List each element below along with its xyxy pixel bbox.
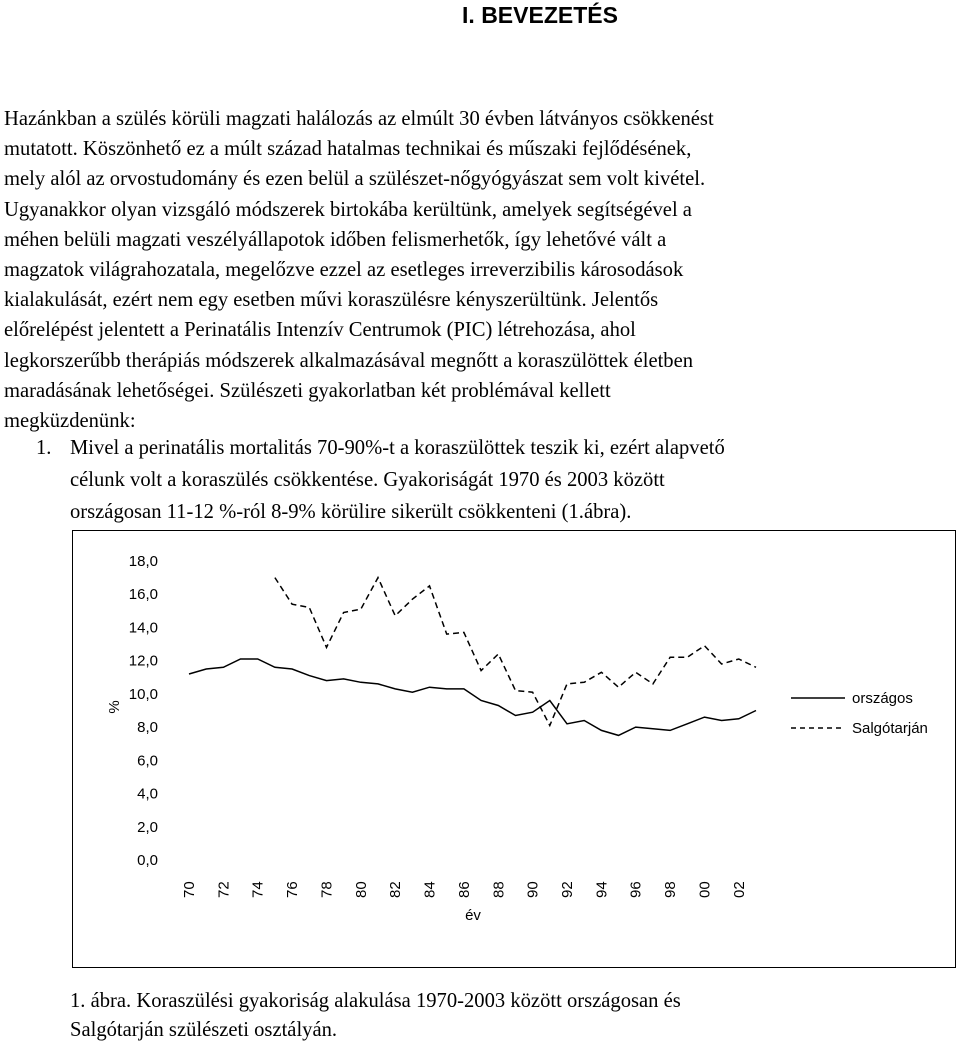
list-item-line: célunk volt a koraszülés csökkentése. Gyakoriságát 1970 és 2003 között bbox=[70, 469, 665, 491]
paragraph-line: Ugyanakkor olyan vizsgáló módszerek birtokába kerültünk, amelyek segítségével a bbox=[4, 198, 692, 221]
y-tick-label: 2,0 bbox=[137, 818, 158, 836]
y-tick-label: 10,0 bbox=[128, 685, 158, 703]
y-tick-label: 0,0 bbox=[137, 852, 158, 869]
intro-paragraph bbox=[4, 104, 934, 436]
x-tick-label: 70 bbox=[181, 881, 198, 898]
y-tick-label: 16,0 bbox=[128, 586, 158, 604]
paragraph-line: mutatott. Köszönhető ez a múlt század hatalmas technikai és műszaki fejlődésének, bbox=[4, 138, 692, 161]
x-tick-label: 00 bbox=[696, 881, 714, 898]
section-heading: I. BEVEZETÉS bbox=[462, 2, 618, 28]
x-tick-label: 94 bbox=[593, 881, 611, 898]
paragraph-line: kialakulását, ezért nem egy esetben művi koraszülésre kényszerültünk. Jelentős bbox=[4, 289, 659, 312]
figure-caption bbox=[70, 987, 950, 1045]
series-line-0 bbox=[189, 659, 756, 735]
y-tick-label: 18,0 bbox=[128, 553, 158, 570]
y-tick-label: 14,0 bbox=[128, 619, 158, 637]
x-tick-label: 90 bbox=[524, 881, 542, 898]
x-tick-label: 80 bbox=[352, 881, 370, 898]
line-chart bbox=[73, 531, 957, 969]
x-tick-label: 98 bbox=[662, 881, 680, 898]
paragraph-line: maradásának lehetőségei. Szülészeti gyakorlatban két problémával kellett bbox=[4, 379, 611, 402]
x-tick-label: 76 bbox=[284, 881, 302, 898]
paragraph-line: méhen belüli magzati veszélyállapotok időben felismerhetők, így lehetővé vált a bbox=[4, 228, 667, 251]
paragraph-line: előrelépést jelentett a Perinatális Intenzív Centrumok (PIC) létrehozása, ahol bbox=[4, 319, 636, 342]
y-tick-label: 6,0 bbox=[137, 752, 158, 770]
x-tick-label: 96 bbox=[627, 881, 645, 898]
paragraph-line: mely alól az orvostudomány és ezen belül a szülészet-nőgyógyászat sem volt kivétel. bbox=[4, 168, 706, 191]
series-line-1 bbox=[275, 578, 756, 726]
x-tick-label: 84 bbox=[421, 881, 439, 898]
y-tick-label: 8,0 bbox=[137, 719, 158, 737]
paragraph-line: legkorszerűbb therápiás módszerek alkalmazásával megnőtt a koraszülöttek életben bbox=[4, 349, 694, 372]
list-item-line: Mivel a perinatális mortalitás 70-90%-t a koraszülöttek teszik ki, ezért alapvető bbox=[70, 437, 725, 459]
x-tick-label: 02 bbox=[730, 881, 748, 898]
list-item-line: országosan 11-12 %-ról 8-9% körülire sikerült csökkenteni (1.ábra). bbox=[70, 501, 632, 523]
x-tick-label: 78 bbox=[318, 881, 336, 898]
x-tick-label: 74 bbox=[249, 881, 267, 898]
paragraph-line: Hazánkban a szülés körüli magzati halálozás az elmúlt 30 évben látványos csökkenést bbox=[4, 108, 714, 130]
figure-frame bbox=[72, 530, 956, 968]
x-tick-label: 88 bbox=[490, 881, 508, 898]
x-axis-label: év bbox=[465, 907, 481, 924]
numbered-list-item bbox=[36, 432, 936, 528]
paragraph-line: magzatok világrahozatala, megelőzve ezzel az esetleges irreverzibilis károsodások bbox=[4, 259, 684, 282]
legend-label: országos bbox=[852, 690, 913, 707]
y-axis-label: % bbox=[106, 700, 123, 714]
x-tick-label: 82 bbox=[387, 881, 405, 898]
x-tick-label: 92 bbox=[559, 881, 576, 898]
x-tick-label: 86 bbox=[455, 881, 473, 898]
x-tick-label: 72 bbox=[215, 881, 233, 898]
paragraph-line: megküzdenünk: bbox=[4, 410, 136, 433]
list-number: 1. bbox=[36, 437, 52, 459]
caption-line: 1. ábra. Koraszülési gyakoriság alakulása 1970-2003 között országosan és bbox=[70, 990, 681, 1012]
y-tick-label: 12,0 bbox=[128, 652, 158, 670]
y-tick-label: 4,0 bbox=[137, 785, 158, 803]
legend-label: Salgótarján bbox=[852, 720, 928, 737]
caption-line: Salgótarján szülészeti osztályán. bbox=[70, 1019, 338, 1041]
